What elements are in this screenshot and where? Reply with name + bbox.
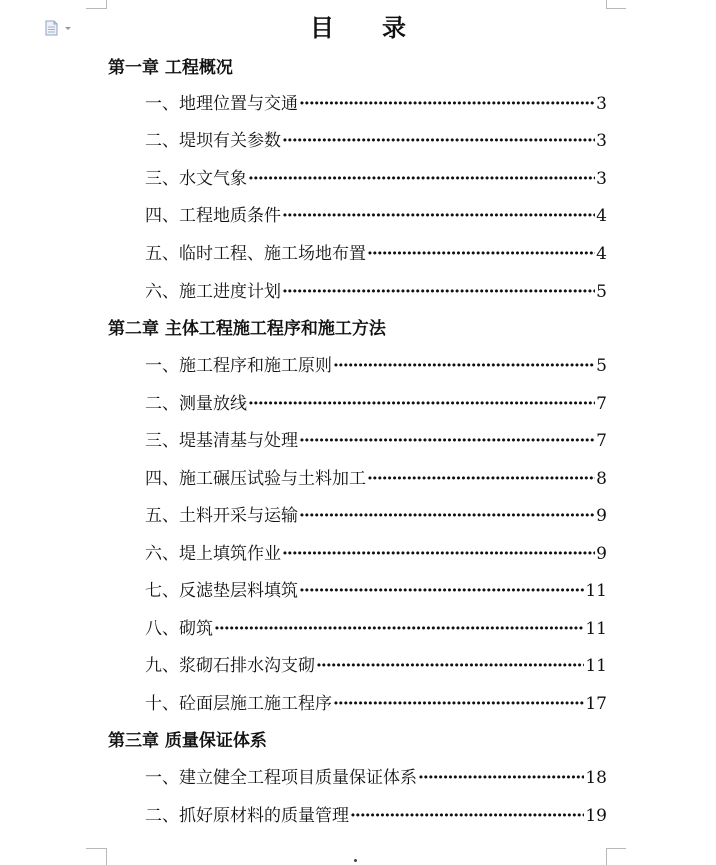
crop-mark xyxy=(106,848,107,865)
toc-page-number: 5 xyxy=(596,356,607,376)
leader-dots xyxy=(282,204,595,228)
cursor-mark xyxy=(354,859,357,862)
toc-entry[interactable] xyxy=(145,392,607,416)
toc-entry[interactable] xyxy=(145,766,607,790)
toc-entry[interactable] xyxy=(145,504,607,528)
toc-page-number: 7 xyxy=(596,431,607,451)
toc-entry[interactable] xyxy=(145,204,607,228)
leader-dots xyxy=(316,654,584,678)
leader-dots xyxy=(214,617,584,641)
toc-entry-label: 六、施工进度计划 xyxy=(145,282,281,302)
crop-mark xyxy=(86,8,106,9)
crop-mark xyxy=(606,848,626,849)
toc-page-number: 18 xyxy=(585,768,607,788)
toc-page-number: 9 xyxy=(596,544,607,564)
toc-entry-label: 五、土料开采与运输 xyxy=(145,506,298,526)
toc-page-number: 3 xyxy=(596,94,607,114)
crop-mark xyxy=(606,848,607,865)
toc-page-number: 11 xyxy=(585,619,607,639)
toc-entry[interactable] xyxy=(145,242,607,266)
toc-page-number: 4 xyxy=(596,206,607,226)
toc-page-number: 8 xyxy=(596,469,607,489)
toc-entry[interactable] xyxy=(145,579,607,603)
leader-dots xyxy=(333,692,584,716)
toc-entry[interactable] xyxy=(145,467,607,491)
toc-entry[interactable] xyxy=(145,542,607,566)
toc-entry-label: 七、反滤垫层料填筑 xyxy=(145,581,298,601)
toc-entry-label: 二、测量放线 xyxy=(145,394,247,414)
toc-entry-label: 三、堤基清基与处理 xyxy=(145,431,298,451)
crop-mark xyxy=(86,848,106,849)
toc-page-number: 9 xyxy=(596,506,607,526)
chapter-heading[interactable]: 第三章 质量保证体系 xyxy=(108,731,267,751)
leader-dots xyxy=(248,167,595,191)
page-title: 目 录 xyxy=(310,13,418,42)
toc-entry-label: 一、施工程序和施工原则 xyxy=(145,356,332,376)
toc-entry[interactable] xyxy=(145,804,607,828)
toc-entry-label: 九、浆砌石排水沟支砌 xyxy=(145,656,315,676)
toc-entry[interactable] xyxy=(145,129,607,153)
toc-entry-label: 一、建立健全工程项目质量保证体系 xyxy=(145,768,417,788)
leader-dots xyxy=(367,242,595,266)
leader-dots xyxy=(248,392,595,416)
toc-page-number: 19 xyxy=(585,806,607,826)
chapter-heading[interactable]: 第二章 主体工程施工程序和施工方法 xyxy=(108,319,386,339)
toc-page-number: 11 xyxy=(585,581,607,601)
toc-entry[interactable] xyxy=(145,617,607,641)
toc-page-number: 3 xyxy=(596,169,607,189)
leader-dots xyxy=(299,579,584,603)
toc-page-number: 4 xyxy=(596,244,607,264)
toc-page-number: 5 xyxy=(596,282,607,302)
crop-mark xyxy=(606,0,607,9)
toc-entry-label: 八、砌筑 xyxy=(145,619,213,639)
leader-dots xyxy=(299,92,595,116)
toc-entry-label: 一、地理位置与交通 xyxy=(145,94,298,114)
toc-entry-label: 二、抓好原材料的质量管理 xyxy=(145,806,349,826)
leader-dots xyxy=(333,354,595,378)
toc-entry-label: 六、堤上填筑作业 xyxy=(145,544,281,564)
crop-mark xyxy=(106,0,107,9)
toc-entry[interactable] xyxy=(145,280,607,304)
leader-dots xyxy=(282,542,595,566)
leader-dots xyxy=(418,766,584,790)
leader-dots xyxy=(282,129,595,153)
toc-page-number: 3 xyxy=(596,131,607,151)
toc-entry[interactable] xyxy=(145,354,607,378)
leader-dots xyxy=(367,467,595,491)
toc-entry-label: 四、施工碾压试验与土料加工 xyxy=(145,469,366,489)
toc-entry[interactable] xyxy=(145,167,607,191)
chapter-heading[interactable]: 第一章 工程概况 xyxy=(108,58,233,78)
leader-dots xyxy=(282,280,595,304)
toc-entry-label: 十、砼面层施工施工程序 xyxy=(145,694,332,714)
leader-dots xyxy=(299,429,595,453)
toc-page-number: 7 xyxy=(596,394,607,414)
toc-entry[interactable] xyxy=(145,654,607,678)
toc-page-number: 17 xyxy=(585,694,607,714)
toc-entry-label: 四、工程地质条件 xyxy=(145,206,281,226)
leader-dots xyxy=(350,804,584,828)
toc-entry-label: 二、堤坝有关参数 xyxy=(145,131,281,151)
toc-entry-label: 五、临时工程、施工场地布置 xyxy=(145,244,366,264)
toc-entry[interactable] xyxy=(145,692,607,716)
toc-entry[interactable] xyxy=(145,429,607,453)
toc-page-number: 11 xyxy=(585,656,607,676)
toc-entry[interactable] xyxy=(145,92,607,116)
toc-entry-label: 三、水文气象 xyxy=(145,169,247,189)
leader-dots xyxy=(299,504,595,528)
crop-mark xyxy=(606,8,626,9)
